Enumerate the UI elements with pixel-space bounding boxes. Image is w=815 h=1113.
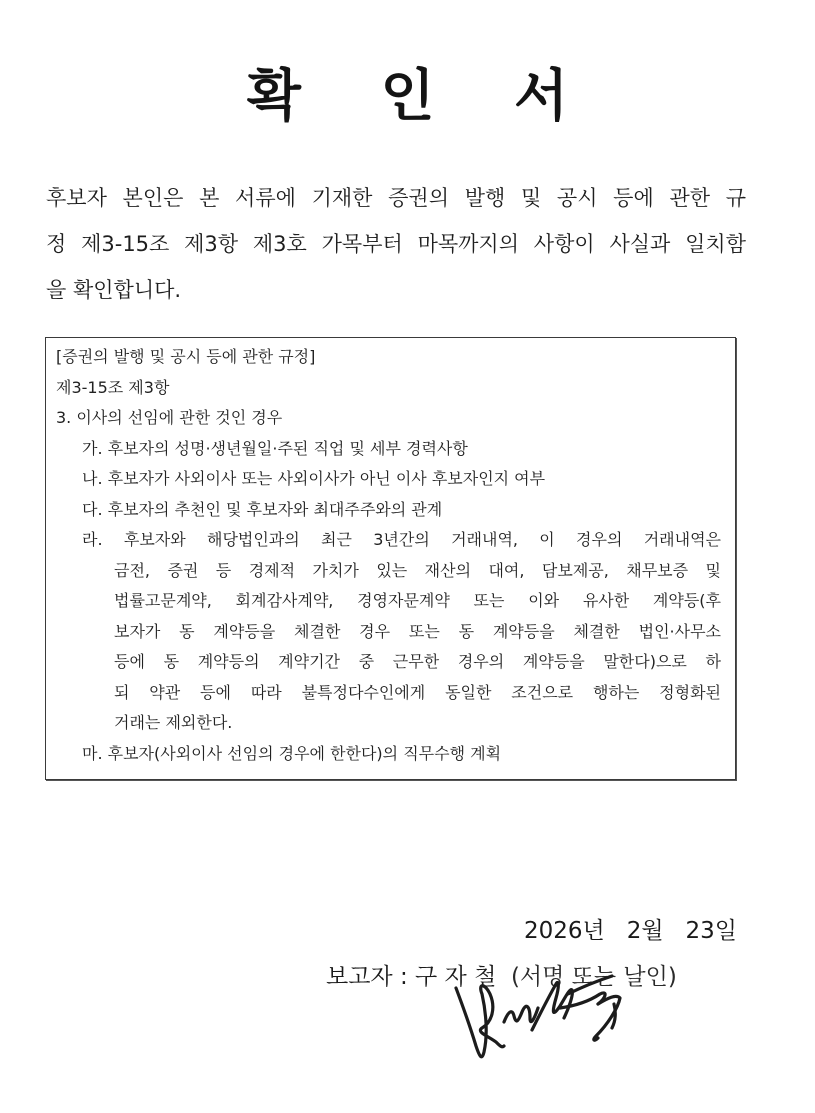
statement-line: 정 제3-15조 제3항 제3호 가목부터 마목까지의 사항이 사실과 일치함 <box>46 232 746 256</box>
regulation-item <box>56 525 721 556</box>
item-text: 후보자가 사외이사 또는 사외이사가 아닌 이사 후보자인지 여부 <box>107 469 546 488</box>
regulation-item <box>56 739 727 770</box>
item-text: 후보자의 성명·생년월일·주된 직업 및 세부 경력사항 <box>107 438 468 458</box>
confirmation-statement <box>46 175 746 313</box>
regulation-clause: 3. 이사의 선임에 관한 것인 경우 <box>56 408 283 427</box>
regulation-article: 제3-15조 제3항 <box>56 377 170 397</box>
statement-line: 을 확인합니다. <box>46 278 182 302</box>
signature-note: (서명 또는 날인) <box>510 964 677 990</box>
statement-line: 후보자 본인은 본 서류에 기재한 증권의 발행 및 공시 등에 관한 규 <box>46 186 746 210</box>
reporter-name: 구 자 철 <box>415 964 497 990</box>
regulation-item <box>56 495 727 526</box>
reporter-line <box>326 958 677 991</box>
date-month: 2월 <box>626 918 664 944</box>
item-continuation-line: 법률고문계약, 회계감사계약, 경영자문계약 또는 이와 유사한 계약등(후 <box>114 591 721 610</box>
item-text: 후보자(사외이사 선임의 경우에 한한다)의 직무수행 계획 <box>107 743 502 763</box>
reporter-label: 보고자 : <box>326 964 408 990</box>
item-label: 라. <box>82 530 103 549</box>
item-text: 후보자와 해당법인과의 최근 3년간의 거래내역, 이 경우의 거래내역은 <box>123 530 721 549</box>
regulation-heading: [증권의 발행 및 공시 등에 관한 규정] <box>56 347 316 366</box>
item-label: 다. <box>82 499 103 519</box>
item-continuation-line: 되 약관 등에 따라 불특정다수인에게 동일한 조건으로 행하는 정형화된 <box>114 682 721 702</box>
document-title: 확 인 서 <box>246 64 599 129</box>
item-label: 가. <box>82 438 103 458</box>
item-text: 후보자의 추천인 및 후보자와 최대주주와의 관계 <box>107 499 443 519</box>
item-continuation-line: 거래는 제외한다. <box>114 713 233 732</box>
date-year: 2026년 <box>524 918 605 944</box>
date-day: 23일 <box>685 918 737 944</box>
item-continuation-line: 금전, 증권 등 경제적 가치가 있는 재산의 대여, 담보제공, 채무보증 및 <box>114 560 721 580</box>
regulation-item <box>56 464 727 495</box>
document-date <box>524 912 737 945</box>
regulation-item <box>56 434 727 465</box>
regulation-box <box>45 337 736 780</box>
item-label: 마. <box>82 743 103 763</box>
item-continuation-line: 등에 동 계약등의 계약기간 중 근무한 경우의 계약등을 말한다)으로 하 <box>114 652 721 671</box>
item-continuation-line: 보자가 동 계약등을 체결한 경우 또는 동 계약등을 체결한 법인·사무소 <box>114 621 721 641</box>
item-label: 나. <box>82 469 103 488</box>
